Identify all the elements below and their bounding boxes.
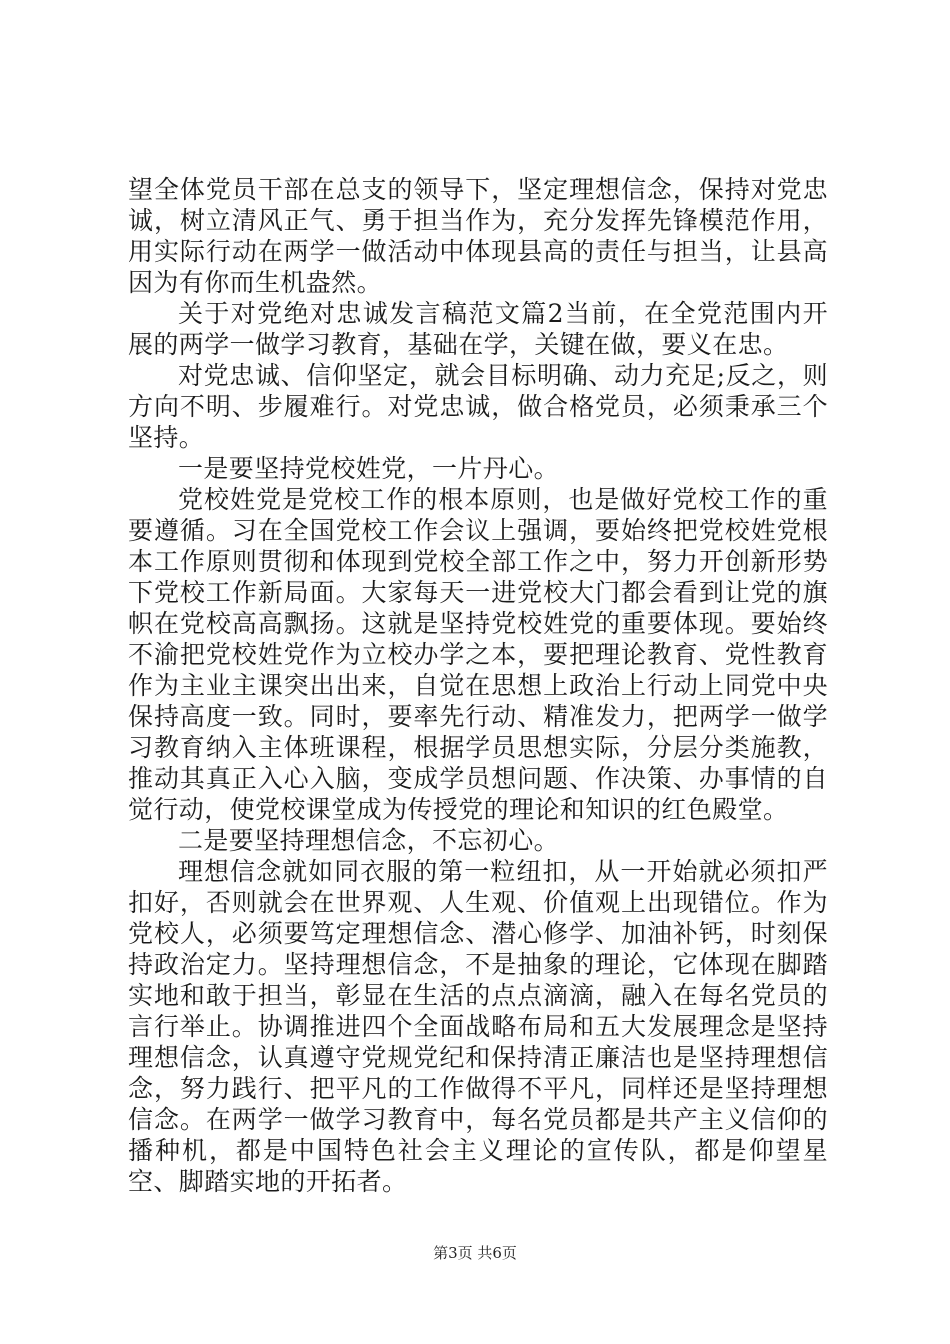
paragraph-point-one: 党校姓党是党校工作的根本原则，也是做好党校工作的重要遵循。习在全国党校工作会议上强调，要始终把党校姓党根本工作原则贯彻和体现到党校全部工作之中，努力开创新形势下党校工作新局面。大家每天一进党校大门都会看到让党的旗帜在党校高高飘扬。这就是坚持党校姓党的重要体现。要始终不渝把党校姓党作为立校办学之本，要把理论教育、党性教育作为主业主课突出出来，自觉在思想上政治上行动上同党中央保持高度一致。同时，要率先行动、精准发力，把两学一做学习教育纳入主体班课程，根据学员思想实际，分层分类施教，推动其真正入心入脑，变成学员想问题、作决策、办事情的自觉行动，使党校课堂成为传授党的理论和知识的红色殿堂。	[128, 485, 828, 824]
heading-point-one: 一是要坚持党校姓党，一片丹心。	[178, 454, 560, 483]
paragraph-point-two: 理想信念就如同衣服的第一粒纽扣，从一开始就必须扣严扣好，否则就会在世界观、人生观、价值观上出现错位。作为党校人，必须要笃定理想信念、潜心修学、加油补钙，时刻保持政治定力。坚持理想信念，不是抽象的理论，它体现在脚踏实地和敢于担当，彰显在生活的点点滴滴，融入在每名党员的言行举止。协调推进四个全面战略布局和五大发展理念是坚持理想信念，认真遵守党规党纪和保持清正廉洁也是坚持理想信念，努力践行、把平凡的工作做得不平凡，同样还是坚持理想信念。在两学一做学习教育中，每名党员都是共产主义信仰的播种机，都是中国特色社会主义理论的宣传队，都是仰望星空、脚踏实地的开拓者。	[128, 857, 828, 1196]
heading-point-two: 二是要坚持理想信念，不忘初心。	[178, 826, 560, 855]
paragraph-intro: 关于对党绝对忠诚发言稿范文篇2当前，在全党范围内开展的两学一做学习教育，基础在学，关键在做，要义在忠。	[128, 299, 828, 359]
document-body	[128, 174, 828, 1197]
paragraph-loyalty: 对党忠诚、信仰坚定，就会目标明确、动力充足;反之，则方向不明、步履难行。对党忠诚，做合格党员，必须秉承三个坚持。	[128, 361, 828, 452]
page-number-footer: 第3页 共6页	[433, 1244, 517, 1262]
paragraph-continuation: 望全体党员干部在总支的领导下，坚定理想信念，保持对党忠诚，树立清风正气、勇于担当作为，充分发挥先锋模范作用，用实际行动在两学一做活动中体现县高的责任与担当，让县高因为有你而生机盎然。	[128, 175, 828, 297]
